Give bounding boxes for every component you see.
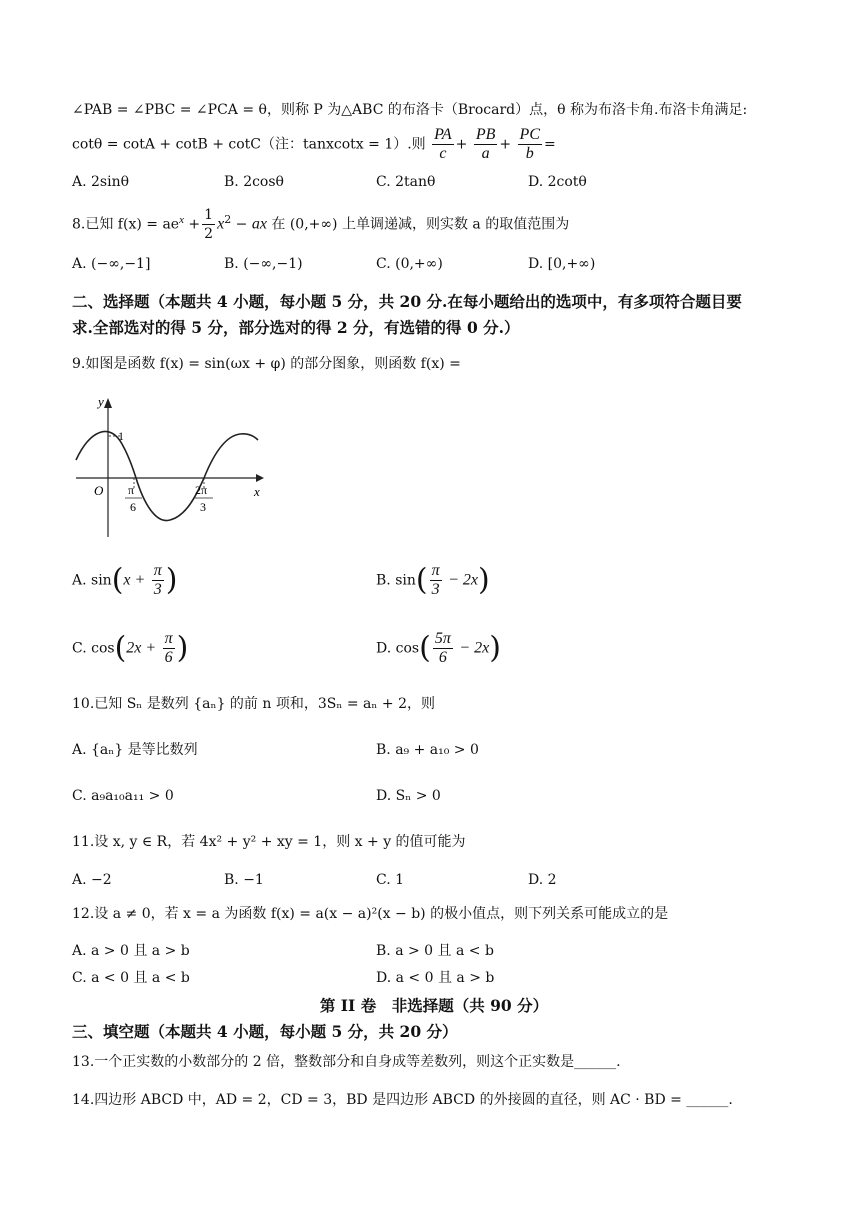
y-axis-label: y (98, 394, 104, 409)
q12-option-b[interactable]: B. a > 0 且 a < b (376, 943, 494, 959)
y-tick-1-label: 1 (118, 429, 124, 443)
x-tick-pi6-num: π (128, 483, 135, 497)
q7-option-b[interactable]: B. 2cosθ (224, 174, 284, 190)
section2-heading-line2: 求.全部选对的得 5 分，部分选对的得 2 分，有选错的得 0 分.） (72, 318, 520, 337)
q10-option-b[interactable]: B. a₉ + a₁₀ > 0 (376, 742, 479, 758)
q7-stem-line2-text: cotθ = cotA + cotB + cotC（注：tanxcotx = 1）.则 (72, 136, 426, 153)
q13-stem: 13.一个正实数的小数部分的 2 倍，整数部分和自身成等差数列，则这个正实数是______. (72, 1054, 621, 1070)
q8-option-b[interactable]: B. (−∞,−1) (224, 256, 303, 272)
q11-option-d[interactable]: D. 2 (528, 872, 557, 888)
x-tick-pi6-den: 6 (130, 500, 136, 514)
q7-fraction-pa-c: $\frac{PA}{c}$ (434, 126, 452, 162)
q11-option-b[interactable]: B. −1 (224, 872, 264, 888)
q7-stem-line1: ∠PAB = ∠PBC = ∠PCA = θ，则称 P 为△ABC 的布洛卡（Brocard）点，θ 称为布洛卡角.布洛卡角满足: (72, 102, 748, 118)
q8-stem: 8.已知 $f(x) = ae^x$ + $\frac{1}{2}$ $x^2$ − ax 在 (0,+∞) 上单调递减，则实数 a 的取值范围为 (72, 207, 570, 242)
q7-fraction-pb-a: $\frac{PB}{a}$ (475, 126, 496, 162)
section2-heading-line1: 二、选择题（本题共 4 小题，每小题 5 分，共 20 分.在每小题给出的选项中，有多项符合题目要 (72, 292, 742, 311)
q9-option-d[interactable]: D. cos( $\frac{5\pi}{6}$ − 2x) (376, 630, 501, 666)
y-axis-arrow (104, 398, 112, 408)
q7-option-c[interactable]: C. 2tanθ (376, 174, 436, 190)
q10-option-d[interactable]: D. Sₙ > 0 (376, 788, 441, 804)
x-axis-label: x (254, 484, 260, 499)
x-axis-arrow (256, 474, 264, 482)
q12-option-c[interactable]: C. a < 0 且 a < b (72, 970, 190, 986)
q8-option-c[interactable]: C. (0,+∞) (376, 256, 443, 272)
q7-option-d[interactable]: D. 2cotθ (528, 174, 587, 190)
q12-stem: 12.设 a ≠ 0，若 x = a 为函数 f(x) = a(x − a)²(x − b) 的极小值点，则下列关系可能成立的是 (72, 906, 669, 922)
q9-option-a[interactable]: A. sin(x + $\frac{\pi}{3}$ ) (72, 562, 178, 598)
q10-option-c[interactable]: C. a₉a₁₀a₁₁ > 0 (72, 788, 174, 804)
q10-stem: 10.已知 Sₙ 是数列 {aₙ} 的前 n 项和，3Sₙ = aₙ + 2，则 (72, 696, 435, 712)
x-tick-2pi3-den: 3 (200, 500, 206, 514)
q8-option-d[interactable]: D. [0,+∞) (528, 256, 596, 272)
x-tick-2pi3-num: 2π (195, 483, 208, 497)
q10-option-a[interactable]: A. {aₙ} 是等比数列 (72, 742, 198, 758)
sine-curve (76, 431, 258, 520)
q9-option-b[interactable]: B. sin( $\frac{\pi}{3}$ − 2x) (376, 562, 490, 598)
q11-stem: 11.设 x, y ∈ R，若 4x² + y² + xy = 1，则 x + y 的值可能为 (72, 834, 466, 850)
q8-fraction-half: $\frac{1}{2}$ (204, 207, 214, 242)
q12-option-a[interactable]: A. a > 0 且 a > b (72, 943, 190, 959)
q14-stem: 14.四边形 ABCD 中，AD = 2，CD = 3，BD 是四边形 ABCD 的外接圆的直径，则 AC · BD = ______. (72, 1092, 733, 1108)
q11-option-a[interactable]: A. −2 (72, 872, 112, 888)
q7-fraction-pc-b: $\frac{PC}{b}$ (519, 126, 540, 162)
q7-stem-line2: cotθ = cotA + cotB + cotC（注：tanxcotx = 1）.则 $\frac{PA}{c}$ + $\frac{PB}{a}$ + $\frac{PC}{b}$ = (72, 126, 556, 162)
q11-option-c[interactable]: C. 1 (376, 872, 405, 888)
origin-label: O (94, 483, 104, 498)
part2-title: 第 II 卷 非选择题（共 90 分） (319, 996, 549, 1015)
q9-sine-graph (70, 392, 270, 542)
q9-option-c[interactable]: C. cos(2x + $\frac{\pi}{6}$ ) (72, 630, 189, 666)
q7-option-a[interactable]: A. 2sinθ (72, 174, 130, 190)
q9-stem: 9.如图是函数 f(x) = sin(ωx + φ) 的部分图象，则函数 f(x) = (72, 356, 461, 372)
section3-heading: 三、填空题（本题共 4 小题，每小题 5 分，共 20 分） (72, 1022, 458, 1041)
q12-option-d[interactable]: D. a < 0 且 a > b (376, 970, 495, 986)
q8-stem-tail: 在 (0,+∞) 上单调递减，则实数 a 的取值范围为 (271, 216, 570, 233)
q8-option-a[interactable]: A. (−∞,−1] (72, 256, 151, 272)
q8-stem-text: 8.已知 f(x) = ae (72, 216, 180, 233)
